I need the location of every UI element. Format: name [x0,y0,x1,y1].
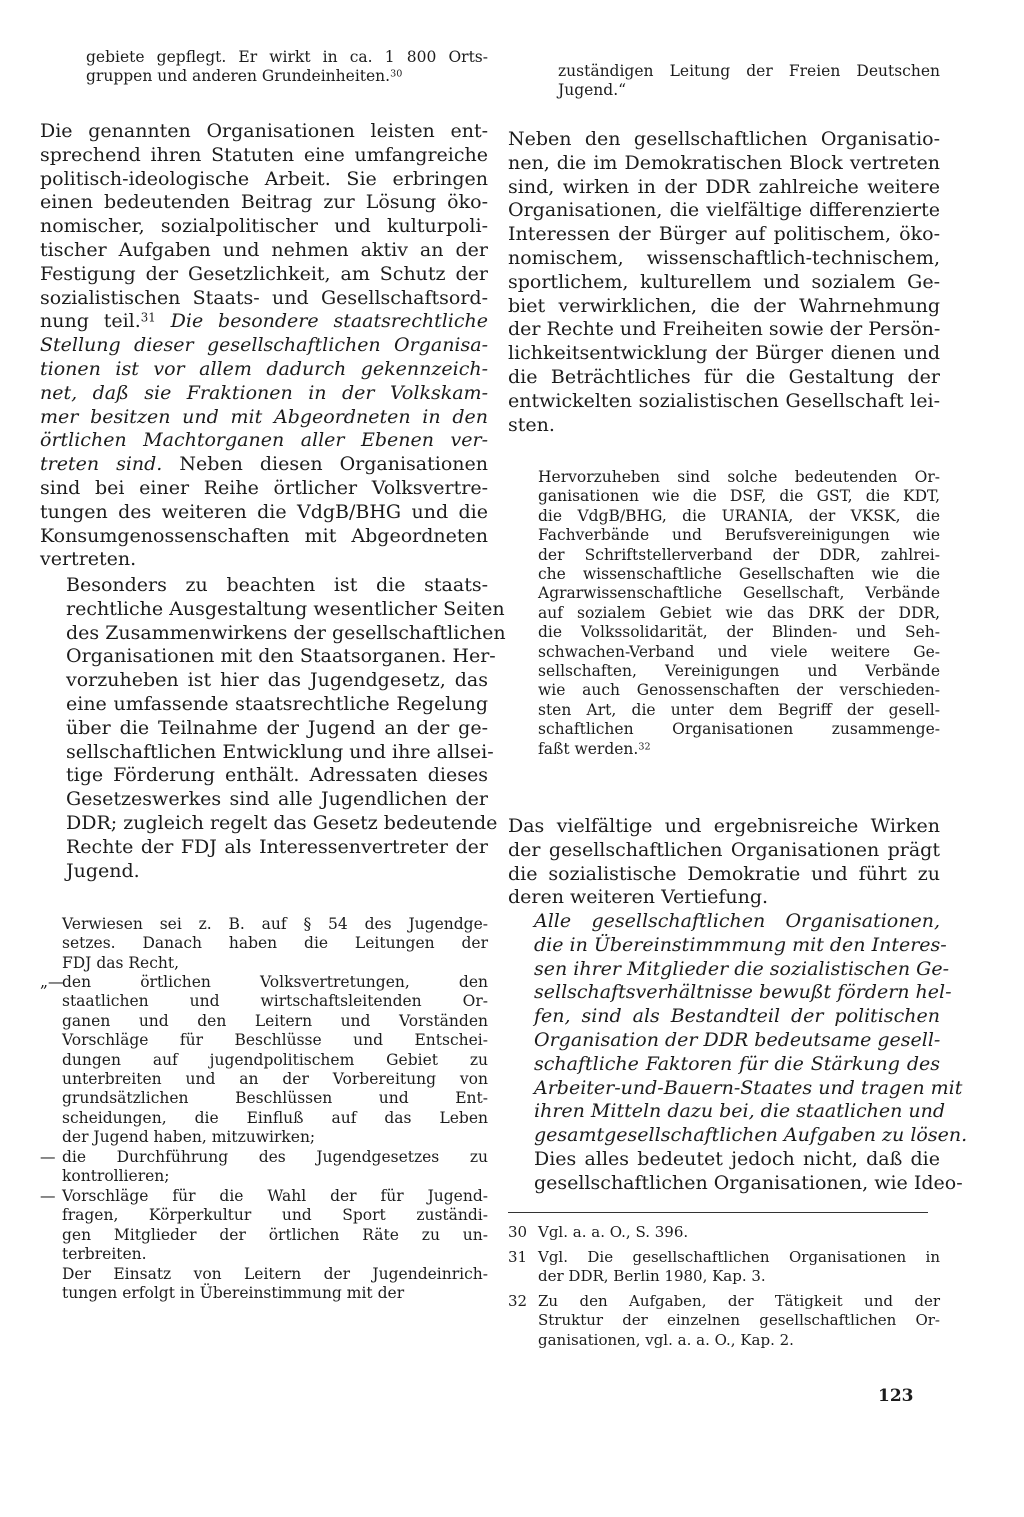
text-line: unterbreiten und an der Vorbereitung von [62,1070,488,1089]
text-line: tungen erfolgt in Übereinstimmung mit der [62,1284,405,1303]
text-line: che wissenschaftliche Gesellschaften wie die [538,565,940,584]
text-line: sten. [508,413,555,436]
text-line: Besonders zu beachten ist die staats- [66,574,488,596]
text-line: sellschaftsverhältnisse bewußt fördern hel- [534,981,952,1004]
text-line: gesamtgesellschaftlichen Aufgaben zu lösen. [534,1124,968,1147]
text-line: örtlichen Machtorganen aller Ebenen ver- [40,429,488,452]
text-line: der Schriftstellerverband der DDR, zahlrei- [538,545,940,564]
small-item1 [40,973,488,1148]
text-line: rechtliche Ausgestaltung wesentlicher Seiten [66,597,505,620]
text-line: kontrollieren; [62,1167,170,1186]
text-line: vertreten. [40,548,137,571]
text-line: sind bei einer Reihe örtlicher Volksvertre- [40,476,488,499]
text-line: DDR; zugleich regelt das Gesetz bedeutende [66,811,498,834]
text-line: Jugend. [66,859,140,882]
fn-32 [508,1292,940,1350]
text-line: FDJ das Recht, [62,953,180,972]
text-line: Interessen der Bürger auf politischem, öko- [508,223,940,246]
text-line: staatlichen und wirtschaftsleitenden Or- [62,992,488,1011]
text-line: einen bedeutenden Beitrag zur Lösung öko- [40,191,488,214]
small-item3 [40,1187,488,1265]
text-line: Agrarwissenschaftliche Gesellschaft, Verbände [538,584,940,603]
text-line: nomischem, wissenschaftlich-technischem, [508,246,940,269]
text-line: ganen und den Leitern und Vorständen [62,1011,488,1030]
text-line: die sozialistische Demokratie und führt zu [508,862,940,885]
text-line: biet verwirklichen, die der Wahrnehmung [508,294,940,317]
quote-tail [86,48,488,87]
text-line: fragen, Körperkultur und Sport zuständi- [62,1206,488,1225]
text-line: ganisationen wie die DSF, die GST, die KDT, [538,487,940,506]
text-line: faßt werden.$^{32}$ [538,739,651,758]
text-line: sportlichem, kulturellem und sozialem Ge- [508,270,940,293]
text-line: der DDR, Berlin 1980, Kap. 3. [538,1267,766,1286]
text-line: grundsätzlichen Beschlüssen und Ent- [62,1089,488,1108]
text-line: sind, wirken in der DDR zahlreiche weitere [508,175,940,198]
text-line: Zu den Aufgaben, der Tätigkeit und der [538,1292,940,1310]
text-line: Die genannten Organisationen leisten ent- [40,120,488,142]
list-dash: — [40,1187,56,1205]
text-line: treten sind. Neben diesen Organisationen [40,453,488,476]
text-line: Stellung dieser gesellschaftlichen Organisa- [40,334,488,357]
text-line: Organisation der DDR bedeutsame gesell- [534,1028,941,1051]
text-line: schaftlichen Organisationen zusammenge- [538,720,940,739]
text-line: Arbeiter-und-Bauern-Staates und tragen mit [534,1076,963,1099]
text-line: setzes. Danach haben die Leitungen der [62,934,488,953]
para-dies [508,1148,963,1196]
text-line: ganisationen, vgl. a. a. O., Kap. 2. [538,1330,794,1349]
text-line: der Rechte und Freiheiten sowie der Persön- [508,318,941,341]
small-einsatz [62,1265,488,1304]
text-line: Fachverbände und Berufsvereinigungen wie [538,526,940,545]
text-line: mer besitzen und mit Abgeordneten in den [40,405,488,428]
para-besonders [40,574,506,883]
text-line: sprechend ihren Statuten eine umfangreiche [40,143,488,166]
text-line: Vgl. Die gesellschaftlichen Organisationen in [538,1248,940,1266]
text-line: sellschaften, Vereinigungen und Verbände [538,662,940,681]
text-line: zuständigen Leitung der Freien Deutschen [558,62,940,80]
text-line: nung teil.$^{31}$ Die besondere staatsrechtliche [40,310,488,333]
text-line: die Durchführung des Jugendgesetzes zu [62,1148,488,1166]
text-line: die Beträchtliches für die Gestaltung der [508,365,940,388]
text-line: politisch-ideologische Arbeit. Sie erbringen [40,167,488,190]
text-line: nen, die im Demokratischen Block vertreten [508,151,940,174]
text-line: sen ihrer Mitglieder die sozialistischen Ge- [534,957,950,980]
text-line: gen Mitglieder der örtlichen Räte zu un- [62,1225,488,1244]
footnote-number: 31 [508,1248,528,1266]
text-line: gruppen und anderen Grundeinheiten.$^{30}$ [86,67,403,86]
page-number: 123 [878,1386,914,1406]
text-line: wie auch Genossenschaften der verschieden- [538,681,940,700]
text-line: Vorschläge für Beschlüsse und Entschei- [62,1031,488,1050]
text-line: ihren Mitteln dazu bei, die staatlichen und [534,1100,946,1123]
text-line: vorzuheben ist hier das Jugendgesetz, das [66,669,488,692]
para-neben [508,128,940,437]
list-dash: — [40,1148,56,1166]
para-organisationen [40,120,488,572]
text-line: die in Übereinstimmmung mit den Interes- [534,933,947,956]
footnote-number: 30 [508,1223,528,1241]
text-line: der Jugend haben, mitzuwirken; [62,1128,316,1147]
text-line: Rechte der FDJ als Interessenvertreter der [66,835,488,858]
text-line: Organisationen mit den Staatsorganen. Her- [66,645,496,668]
text-line: deren weiteren Vertiefung. [508,886,769,909]
text-line: Hervorzuheben sind solche bedeutenden Or- [538,468,940,486]
text-line: gebiete gepflegt. Er wirkt in ca. 1 800 Orts- [86,48,488,66]
text-line: auf sozialem Gebiet wie das DRK der DDR, [538,603,940,622]
text-line: scheidungen, die Einfluß auf das Leben [62,1108,488,1127]
small-verwiesen [62,915,488,973]
text-line: dungen auf jugendpolitischem Gebiet zu [62,1050,488,1069]
text-line: lichkeitsentwicklung der Bürger dienen und [508,342,940,365]
footnote-number: 32 [508,1292,528,1310]
text-line: terbreiten. [62,1245,147,1264]
text-line: sten Art, die unter dem Begriff der gesell- [538,700,940,719]
text-line: Vorschläge für die Wahl der für Jugend- [62,1187,488,1205]
fn-30 [508,1223,940,1242]
footnote-rule [508,1212,928,1213]
text-line: Vgl. a. a. O., S. 396. [538,1223,689,1241]
quote-end [558,62,940,101]
text-line: schwachen-Verband und viele weitere Ge- [538,642,940,661]
list-dash: „— [40,973,64,991]
text-line: Struktur der einzelnen gesellschaftlichen Or- [538,1311,940,1330]
text-line: fen, sind als Bestandteil der politischen [534,1005,940,1028]
small-hervorzuheben [538,468,940,759]
text-line: Dies alles bedeutet jedoch nicht, daß die [534,1148,940,1170]
text-line: Festigung der Gesetzlichkeit, am Schutz der [40,262,488,285]
text-line: tischer Aufgaben und nehmen aktiv an der [40,238,488,261]
text-line: Alle gesellschaftlichen Organisationen, [534,910,940,932]
text-line: tige Förderung enthält. Adressaten dieses [66,764,488,787]
text-line: Jugend.“ [558,81,627,100]
text-line: sozialistischen Staats- und Gesellschaftsord- [40,286,488,309]
text-line: eine umfassende staatsrechtliche Regelung [66,692,488,715]
text-line: nomischer, sozialpolitischer und kulturpoli- [40,215,488,238]
text-line: Konsumgenossenschaften mit Abgeordneten [40,524,488,547]
para-alle [508,910,968,1148]
text-line: Neben den gesellschaftlichen Organisatio- [508,128,940,150]
text-line: über die Teilnahme der Jugend an der ge- [66,716,488,739]
text-line: die VdgB/BHG, die URANIA, der VKSK, die [538,506,940,525]
text-line: die Volkssolidarität, der Blinden- und Seh- [538,623,940,642]
text-line: tungen des weiteren die VdgB/BHG und die [40,500,488,523]
text-line: des Zusammenwirkens der gesellschaftlichen [66,621,506,644]
small-item2 [40,1148,488,1187]
text-line: Das vielfältige und ergebnisreiche Wirken [508,815,940,837]
text-line: Gesetzeswerkes sind alle Jugendlichen der [66,788,488,811]
text-line: Der Einsatz von Leitern der Jugendeinrich- [62,1265,488,1283]
text-line: net, daß sie Fraktionen in der Volkskam- [40,381,488,404]
text-line: der gesellschaftlichen Organisationen prägt [508,838,940,861]
text-line: tionen ist vor allem dadurch gekennzeich- [40,357,488,380]
text-line: entwickelten sozialistischen Gesellschaft lei- [508,389,940,412]
text-line: Verwiesen sei z. B. auf § 54 des Jugendge- [62,915,488,933]
text-line: schaftliche Faktoren für die Stärkung des [534,1052,940,1075]
fn-31 [508,1248,940,1287]
text-line: sellschaftlichen Entwicklung und ihre allsei- [66,740,494,763]
text-line: gesellschaftlichen Organisationen, wie Ideo- [534,1171,963,1194]
text-line: den örtlichen Volksvertretungen, den [62,973,488,991]
text-line: Organisationen, die vielfältige differenzierte [508,199,940,222]
para-vielfaeltig [508,815,940,910]
